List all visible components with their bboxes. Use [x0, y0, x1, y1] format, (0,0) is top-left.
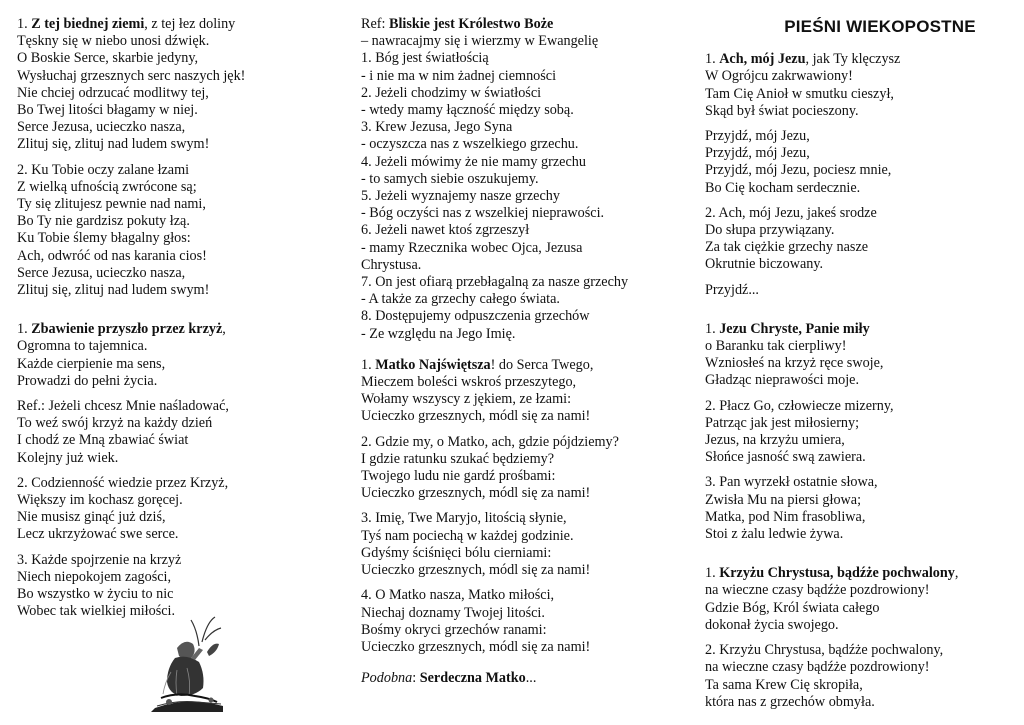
- similar-hymn-note: [361, 670, 671, 687]
- hymn-title: Krzyżu Chrystusa, bądźże pochwalony: [719, 565, 955, 582]
- verse-text: ,: [954, 565, 959, 582]
- verse-line: Przyjdź, mój Jezu,: [705, 128, 810, 145]
- hymn-matko-verse-2: [361, 434, 671, 503]
- hymn-title: Zbawienie przyszło przez krzyż: [31, 321, 223, 338]
- verse-line: Twojego ludu nie gardź prośbami:: [361, 468, 556, 485]
- verse-line: Większy im kochasz goręcej.: [17, 492, 183, 509]
- verse-line: Zlituj się, zlituj nad ludem swym!: [17, 136, 210, 153]
- verse-line: - Ze względu na Jego Imię.: [361, 325, 516, 342]
- verse-line: Chrystusa.: [361, 256, 422, 273]
- verse-line: Bo Ty nie gardzisz pokuty łzą.: [17, 213, 190, 230]
- verse-text: , z tej łez doliny: [144, 16, 236, 32]
- verse-line: Niechaj doznamy Twojej litości.: [361, 604, 545, 621]
- verse-line: Lecz ukrzyżować swe serce.: [17, 526, 179, 543]
- verse-line: Skąd był świat pocieszony.: [705, 102, 859, 119]
- verse-line: - i nie ma w nim żadnej ciemności: [361, 67, 557, 84]
- verse-line: Ucieczko grzesznych, módl się za nami!: [361, 638, 591, 655]
- hymn-title: Bliskie jest Królestwo Boże: [388, 16, 554, 32]
- verse-line: O Boskie Serce, skarbie jedyny,: [17, 50, 199, 67]
- hymn-zbawienie-verse-3: [17, 552, 317, 621]
- verse-line: Wzniosłeś na krzyż ręce swoje,: [705, 355, 884, 372]
- verse-line: Nie chciej odrzucać modlitwy tej,: [17, 84, 209, 101]
- verse-line: Matka, pod Nim frasobliwa,: [705, 508, 866, 525]
- verse-line: Z wielką ufnością zwrócone są;: [17, 178, 197, 195]
- verse-line: Gdzie Bóg, Król świata całego: [705, 599, 880, 616]
- verse-line: Każde cierpienie ma sens,: [17, 355, 166, 372]
- verse-line: 2. Gdzie my, o Matko, ach, gdzie pójdziemy?: [361, 433, 619, 450]
- refrain-heading: [361, 16, 671, 33]
- verse-line: Kolejny już wiek.: [17, 449, 119, 466]
- verse-line: 3. Każde spojrzenie na krzyż: [17, 551, 182, 568]
- verse-number: 1.: [705, 51, 720, 68]
- column-left: [17, 16, 317, 629]
- verse-line: - to samych siebie oszukujemy.: [361, 170, 539, 187]
- note-separator: :: [412, 670, 420, 687]
- verse-line: Ucieczko grzesznych, módl się za nami!: [361, 408, 591, 425]
- hymn-matko-verse-1: [361, 357, 671, 426]
- verse-line: Nie musisz ginąć już dziś,: [17, 509, 166, 526]
- verse-line: I chodź ze Mną zbawiać świat: [17, 432, 189, 449]
- hymn-zbawienie-refrain: [17, 398, 317, 467]
- note-ellipsis: ...: [525, 670, 537, 687]
- spacer: [705, 307, 1005, 321]
- verse-line: Ucieczko grzesznych, módl się za nami!: [361, 562, 591, 579]
- verse-line: - A także za grzechy całego świata.: [361, 291, 560, 308]
- verse-line: Do słupa przywiązany.: [705, 222, 835, 239]
- verse-line: Niech niepokojem zagości,: [17, 568, 172, 585]
- verse-line: 2. Ku Tobie oczy zalane łzami: [17, 161, 190, 178]
- hymn-ach-moj-jezu-refrain-repeat: [705, 282, 1005, 299]
- spacer: [705, 551, 1005, 565]
- verse-line: 3. Krew Jezusa, Jego Syna: [361, 119, 513, 136]
- verse-line: Serce Jezusa, ucieczko nasza,: [17, 119, 186, 136]
- verse-line: Patrząc jak jest miłosierny;: [705, 414, 860, 431]
- verse-line: Za tak ciężkie grzechy nasze: [705, 239, 869, 256]
- verse-line: 4. Jeżeli mówimy że nie mamy grzechu: [361, 153, 586, 170]
- verse-first-line: [705, 565, 1005, 582]
- verse-text: ,: [222, 321, 226, 338]
- verse-line: Ogromna to tajemnica.: [17, 338, 148, 355]
- hymn-ach-moj-jezu-verse-2: [705, 205, 1005, 274]
- verse-line: Ku Tobie ślemy błagalny głos:: [17, 230, 191, 247]
- hymn-zbawienie-verse-1: [17, 321, 317, 390]
- hymn-krzyzu-verse-1: [705, 565, 1005, 634]
- hymn-jezu-chryste-verse-1: [705, 321, 1005, 390]
- verse-line: 8. Dostępujemy odpuszczenia grzechów: [361, 308, 590, 325]
- verse-line: Bo Twej litości błagamy w niej.: [17, 102, 198, 119]
- verse-line: 2. Płacz Go, człowiecze mizerny,: [705, 397, 894, 414]
- verse-text: , jak Ty klęczysz: [805, 51, 901, 68]
- hymn-title: Jezu Chryste, Panie miły: [719, 320, 870, 337]
- verse-line: która nas z grzechów obmyła.: [705, 693, 875, 710]
- verse-line: Tyś nam pociechą w każdej godzinie.: [361, 527, 574, 544]
- verse-line: Przyjdź, mój Jezu,: [705, 145, 810, 162]
- verse-first-line: [17, 321, 317, 338]
- verse-line: 3. Pan wyrzekł ostatnie słowa,: [705, 474, 878, 491]
- verse-number: 1.: [705, 320, 720, 337]
- hymn-title: Matko Najświętsza: [375, 356, 491, 373]
- hymn-ach-moj-jezu-verse-1: [705, 51, 1005, 120]
- verse-text: ! do Serca Twego,: [490, 356, 594, 373]
- hymn-jezu-chryste-verse-3: [705, 474, 1005, 543]
- verse-line: Tam Cię Anioł w smutku cieszył,: [705, 85, 894, 102]
- verse-line: 7. On jest ofiarą przebłagalną za nasze grzechy: [361, 274, 629, 291]
- hymn-ach-moj-jezu-refrain: [705, 128, 1005, 197]
- verse-line: na wieczne czasy bądźże pozdrowiony!: [705, 659, 930, 676]
- verse-line: Ach, odwróć od nas karania cios!: [17, 247, 207, 264]
- verse-line: Bośmy okryci grzechów ranami:: [361, 621, 547, 638]
- verse-line: 3. Imię, Twe Maryjo, litością słynie,: [361, 510, 567, 527]
- verse-line: - wtedy mamy łączność między sobą.: [361, 102, 574, 119]
- verse-line: Okrutnie biczowany.: [705, 256, 824, 273]
- hymn-jezu-chryste-verse-2: [705, 398, 1005, 467]
- verse-line: Gdyśmy ściśnięci bólu cierniami:: [361, 544, 552, 561]
- verse-first-line: [705, 51, 1005, 68]
- note-label: Podobna: [361, 670, 413, 687]
- verse-number: 1.: [361, 356, 376, 373]
- verse-number: 1.: [17, 321, 32, 338]
- verse-line: Bo wszystko w życiu to nic: [17, 586, 174, 603]
- prayer-in-garden-illustration: [147, 612, 227, 712]
- verse-first-line: [361, 357, 671, 374]
- page-title: PIEŚNI WIEKOPOSTNE: [784, 17, 976, 36]
- verse-line: Ref.: Jeżeli chcesz Mnie naśladować,: [17, 398, 229, 415]
- hymn-z-tej-biednej-ziemi-verse-1: [17, 16, 317, 154]
- verse-line: Wołamy wszyscy z jękiem, ze łzami:: [361, 391, 572, 408]
- spacer: [361, 343, 671, 357]
- verse-line: dokonał życia swojego.: [705, 616, 839, 633]
- verse-first-line: [17, 16, 317, 33]
- verse-line: 6. Jeżeli nawet ktoś zgrzeszył: [361, 222, 530, 239]
- verse-line: Ucieczko grzesznych, módl się za nami!: [361, 485, 591, 502]
- verse-number: 1.: [705, 565, 720, 582]
- verse-line: Przyjdź...: [705, 281, 759, 298]
- verse-line: Zwisła Mu na piersi głowa;: [705, 491, 862, 508]
- column-middle: [361, 16, 671, 687]
- hymn-title: Ach, mój Jezu: [719, 51, 806, 68]
- verse-line: Stoi z żalu ledwie żywa.: [705, 526, 844, 543]
- verse-line: 1. Bóg jest światłością: [361, 50, 489, 67]
- verse-line: o Baranku tak cierpliwy!: [705, 338, 847, 355]
- hymn-title: Serdeczna Matko: [419, 670, 526, 687]
- verse-line: 2. Codzienność wiedzie przez Krzyż,: [17, 474, 229, 491]
- verse-line: Słońce jasność swą zawiera.: [705, 449, 866, 466]
- verse-line: 2. Jeżeli chodzimy w światłości: [361, 84, 542, 101]
- spacer: [17, 307, 317, 321]
- verse-first-line: [705, 321, 1005, 338]
- verse-line: Wysłuchaj grzesznych serc naszych jęk!: [17, 67, 246, 84]
- verse-line: 4. O Matko nasza, Matko miłości,: [361, 587, 555, 604]
- hymn-title: Z tej biednej ziemi: [31, 16, 145, 32]
- verse-line: 2. Krzyżu Chrystusa, bądźże pochwalony,: [705, 642, 944, 659]
- verse-line: Gładząc nieprawości moje.: [705, 372, 860, 389]
- verse-line: Serce Jezusa, ucieczko nasza,: [17, 264, 186, 281]
- verse-line: Ty się zlitujesz pewnie nad nami,: [17, 196, 206, 213]
- verse-line: - oczyszcza nas z wszelkiego grzechu.: [361, 136, 579, 153]
- verse-line: Zlituj się, zlituj nad ludem swym!: [17, 282, 210, 299]
- refrain-label: Ref:: [361, 16, 389, 32]
- hymn-zbawienie-verse-2: [17, 475, 317, 544]
- verse-line: Jezus, na krzyżu umiera,: [705, 432, 845, 449]
- verse-line: – nawracajmy się i wierzmy w Ewangelię: [361, 33, 599, 50]
- verse-number: 1.: [17, 16, 32, 32]
- bliskie-jest-krolestwo-section: [361, 16, 671, 343]
- verse-line: Prowadzi do pełni życia.: [17, 372, 158, 389]
- verse-line: 5. Jeżeli wyznajemy nasze grzechy: [361, 188, 560, 205]
- verse-line: na wieczne czasy bądźże pozdrowiony!: [705, 582, 930, 599]
- verse-line: Przyjdź, mój Jezu, pociesz mnie,: [705, 162, 892, 179]
- hymn-krzyzu-verse-2: [705, 642, 1005, 711]
- verse-line: To weź swój krzyż na każdy dzień: [17, 415, 213, 432]
- hymn-matko-verse-3: [361, 510, 671, 579]
- hymn-z-tej-biednej-ziemi-verse-2: [17, 162, 317, 300]
- verse-line: Bo Cię kocham serdecznie.: [705, 179, 861, 196]
- verse-line: Tęskny się w niebo unosi dźwięk.: [17, 33, 210, 50]
- verse-line: W Ogrójcu zakrwawiony!: [705, 68, 853, 85]
- hymn-matko-verse-4: [361, 587, 671, 656]
- verse-line: I gdzie ratunku szukać będziemy?: [361, 450, 555, 467]
- verse-line: - mamy Rzecznika wobec Ojca, Jezusa: [361, 239, 583, 256]
- verse-line: Ta sama Krew Cię skropiła,: [705, 676, 863, 693]
- verse-line: 2. Ach, mój Jezu, jakeś srodze: [705, 204, 877, 221]
- verse-line: Wobec tak wielkiej miłości.: [17, 603, 176, 620]
- column-right: [705, 16, 1005, 719]
- verse-line: Mieczem boleści wskroś przeszytego,: [361, 374, 577, 391]
- verse-line: - Bóg oczyści nas z wszelkiej nieprawości.: [361, 205, 605, 222]
